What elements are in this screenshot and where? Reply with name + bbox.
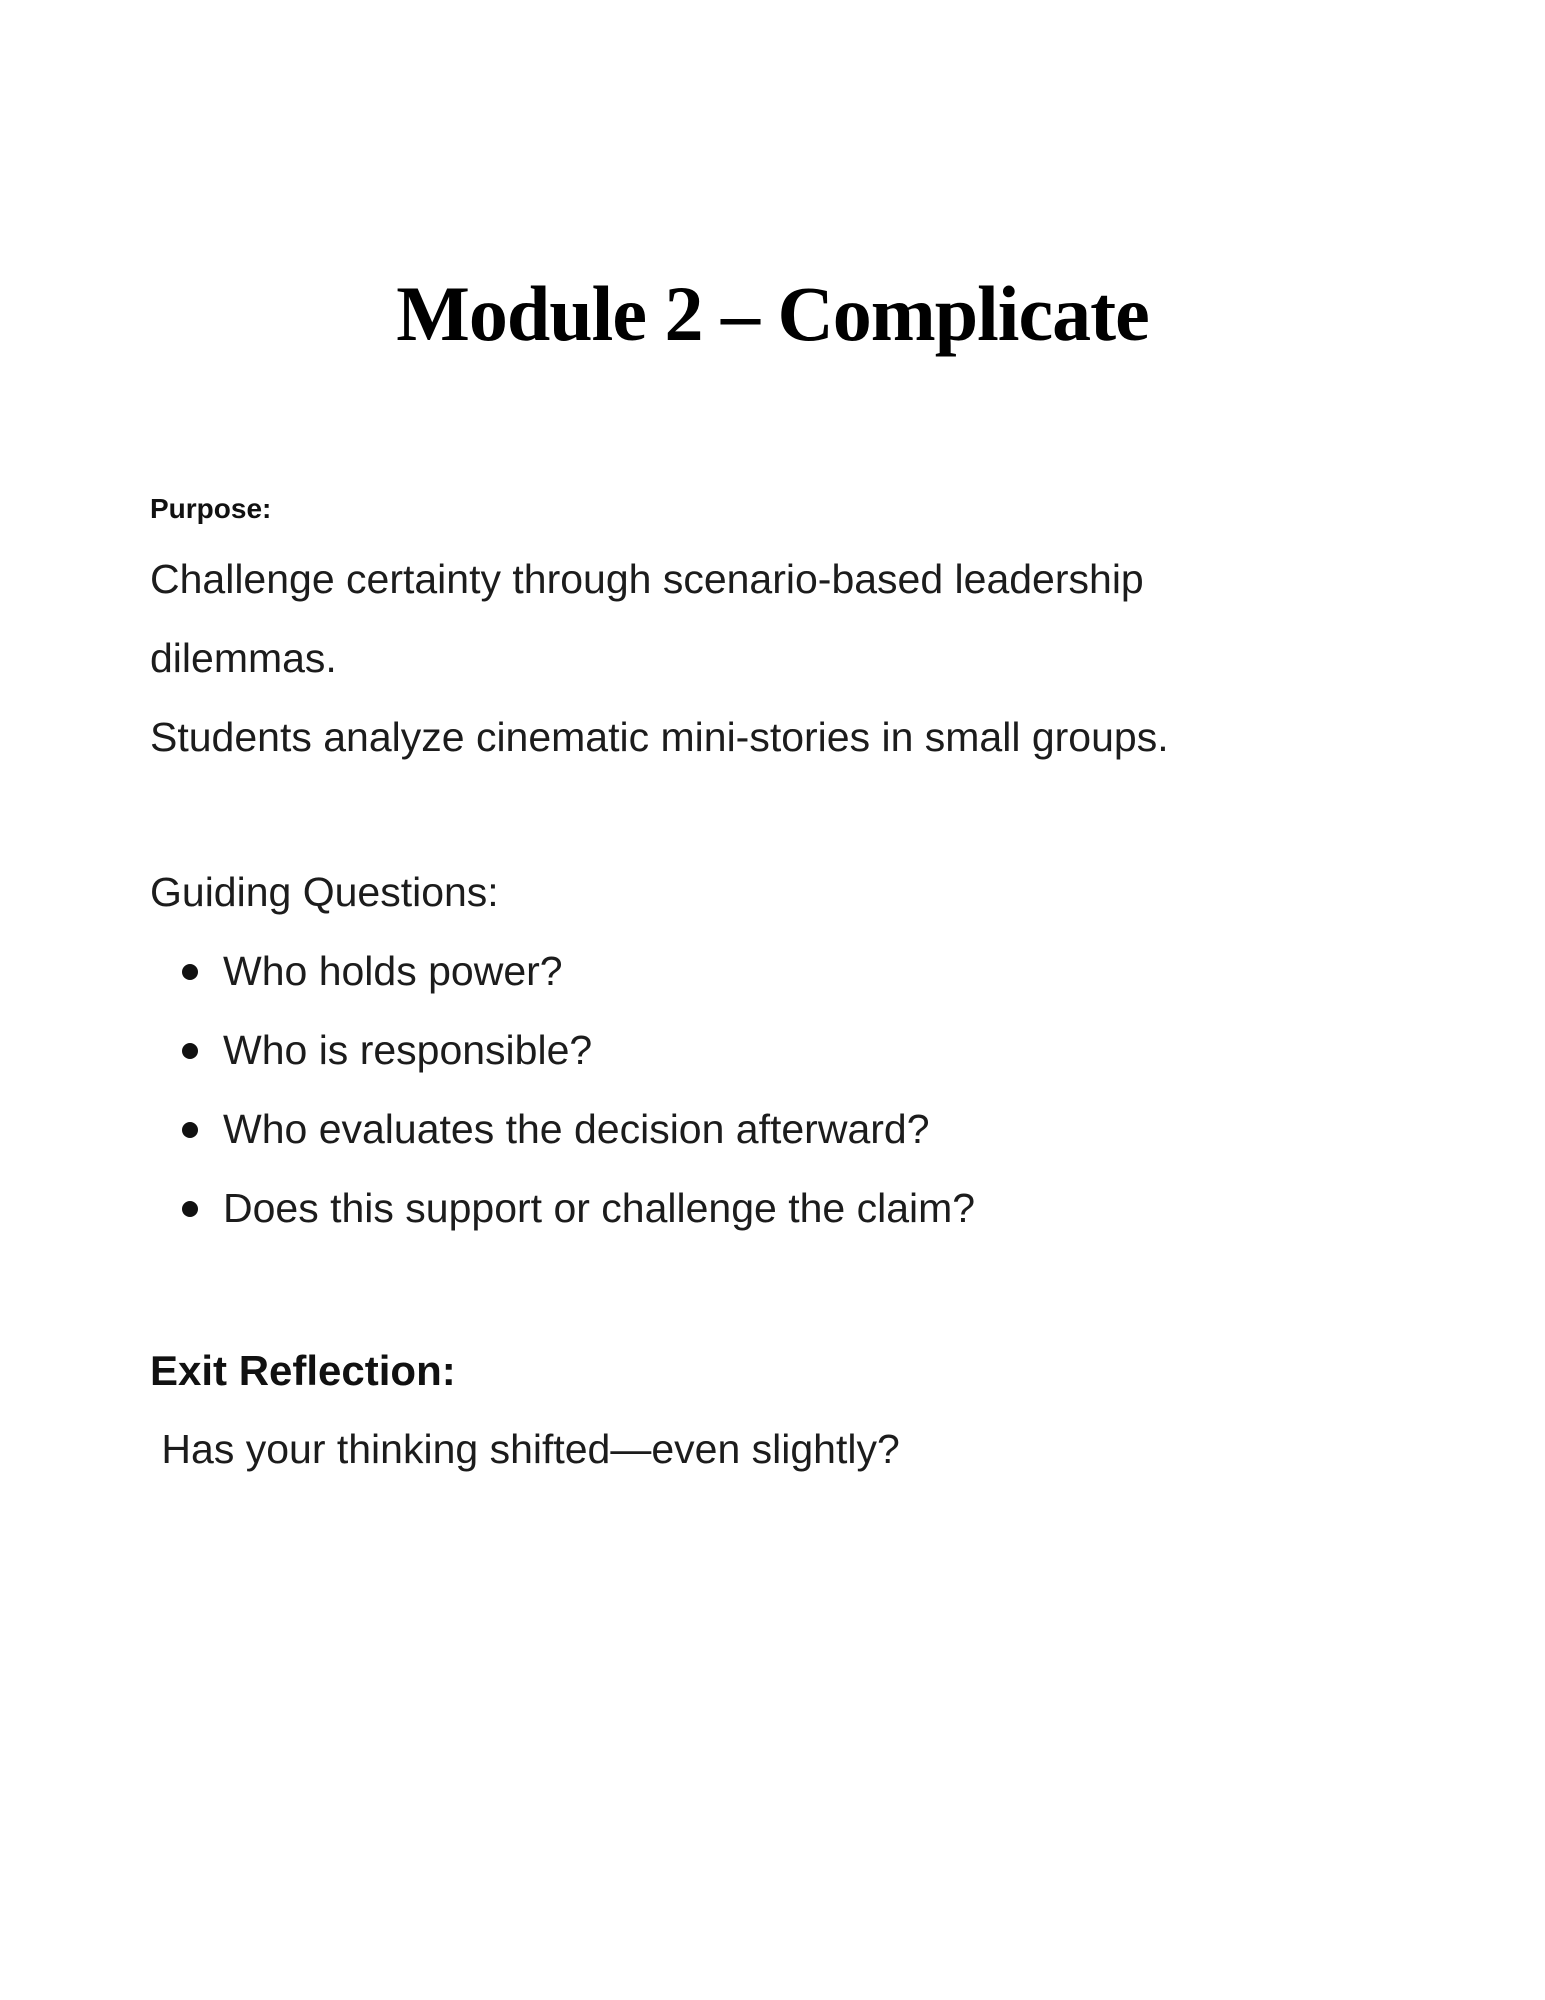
- question-text: Who evaluates the decision afterward?: [223, 1106, 930, 1152]
- page-title: Module 2 – Complicate: [396, 270, 1149, 357]
- exit-reflection-question: Has your thinking shifted—even slightly?: [150, 1426, 900, 1472]
- bullet-icon: [182, 1043, 198, 1059]
- list-item: [150, 1169, 1425, 1248]
- purpose-label: Purpose:: [150, 493, 272, 524]
- purpose-line: Students analyze cinematic mini-stories in small groups.: [150, 714, 1169, 760]
- page-content: [0, 478, 1545, 1489]
- exit-reflection-heading: Exit Reflection:: [150, 1347, 456, 1394]
- purpose-line: dilemmas.: [150, 635, 337, 681]
- bullet-icon: [182, 964, 198, 980]
- bullet-icon: [182, 1201, 198, 1217]
- question-text: Does this support or challenge the claim?: [223, 1185, 976, 1231]
- bullet-icon: [182, 1122, 198, 1138]
- purpose-line: Challenge certainty through scenario-based leadership: [150, 556, 1144, 602]
- purpose-paragraph: [150, 540, 1425, 777]
- guiding-questions-heading: Guiding Questions:: [150, 869, 499, 915]
- question-text: Who holds power?: [223, 948, 563, 994]
- guiding-questions-list: [150, 932, 1425, 1248]
- list-item: [150, 1011, 1425, 1090]
- question-text: Who is responsible?: [223, 1027, 593, 1073]
- list-item: [150, 932, 1425, 1011]
- list-item: [150, 1090, 1425, 1169]
